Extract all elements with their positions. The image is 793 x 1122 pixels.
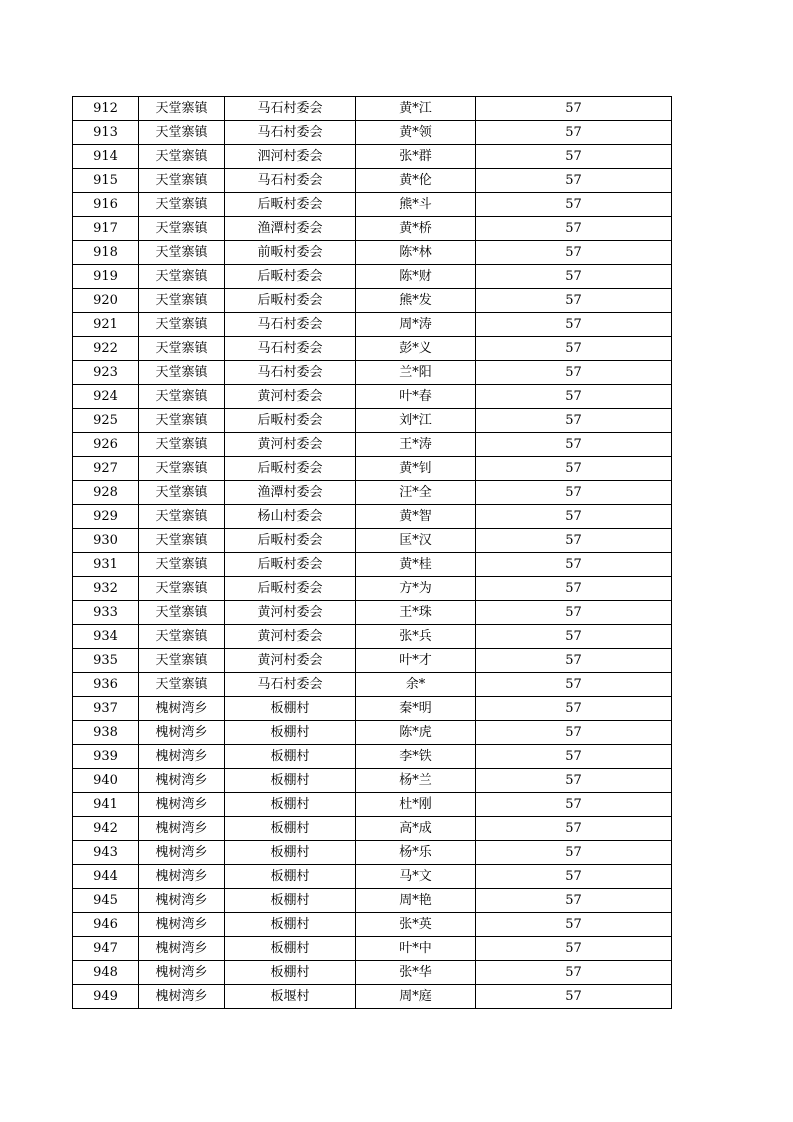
amount-cell: 57 <box>476 817 672 841</box>
village-cell: 后畈村委会 <box>225 577 356 601</box>
town-cell: 槐树湾乡 <box>139 889 225 913</box>
village-cell: 板棚村 <box>225 841 356 865</box>
village-cell: 马石村委会 <box>225 361 356 385</box>
amount-cell: 57 <box>476 217 672 241</box>
amount-cell: 57 <box>476 145 672 169</box>
table-row <box>73 601 672 625</box>
row-number-cell: 948 <box>73 961 139 985</box>
row-number-cell: 938 <box>73 721 139 745</box>
row-number-cell: 934 <box>73 625 139 649</box>
town-cell: 天堂寨镇 <box>139 673 225 697</box>
person-name-cell: 叶*中 <box>356 937 476 961</box>
town-cell: 天堂寨镇 <box>139 97 225 121</box>
village-cell: 后畈村委会 <box>225 553 356 577</box>
amount-cell: 57 <box>476 457 672 481</box>
amount-cell: 57 <box>476 529 672 553</box>
village-cell: 后畈村委会 <box>225 529 356 553</box>
row-number-cell: 922 <box>73 337 139 361</box>
table-row <box>73 865 672 889</box>
town-cell: 天堂寨镇 <box>139 169 225 193</box>
amount-cell: 57 <box>476 265 672 289</box>
village-cell: 黄河村委会 <box>225 385 356 409</box>
row-number-cell: 913 <box>73 121 139 145</box>
table-row <box>73 529 672 553</box>
table-row <box>73 313 672 337</box>
amount-cell: 57 <box>476 433 672 457</box>
table-row <box>73 457 672 481</box>
table-row <box>73 793 672 817</box>
amount-cell: 57 <box>476 313 672 337</box>
village-cell: 黄河村委会 <box>225 625 356 649</box>
town-cell: 天堂寨镇 <box>139 265 225 289</box>
table-row <box>73 409 672 433</box>
town-cell: 天堂寨镇 <box>139 601 225 625</box>
row-number-cell: 927 <box>73 457 139 481</box>
row-number-cell: 916 <box>73 193 139 217</box>
row-number-cell: 947 <box>73 937 139 961</box>
roster-table-body <box>73 97 672 1009</box>
row-number-cell: 926 <box>73 433 139 457</box>
row-number-cell: 943 <box>73 841 139 865</box>
table-row <box>73 169 672 193</box>
row-number-cell: 925 <box>73 409 139 433</box>
person-name-cell: 周*涛 <box>356 313 476 337</box>
person-name-cell: 黄*领 <box>356 121 476 145</box>
person-name-cell: 周*庭 <box>356 985 476 1009</box>
amount-cell: 57 <box>476 169 672 193</box>
row-number-cell: 919 <box>73 265 139 289</box>
row-number-cell: 944 <box>73 865 139 889</box>
table-row <box>73 553 672 577</box>
town-cell: 槐树湾乡 <box>139 793 225 817</box>
village-cell: 渔潭村委会 <box>225 481 356 505</box>
row-number-cell: 920 <box>73 289 139 313</box>
person-name-cell: 彭*义 <box>356 337 476 361</box>
table-row <box>73 961 672 985</box>
roster-table <box>72 96 672 1009</box>
village-cell: 后畈村委会 <box>225 409 356 433</box>
village-cell: 板棚村 <box>225 889 356 913</box>
person-name-cell: 叶*春 <box>356 385 476 409</box>
table-row <box>73 289 672 313</box>
village-cell: 马石村委会 <box>225 97 356 121</box>
village-cell: 板棚村 <box>225 937 356 961</box>
row-number-cell: 935 <box>73 649 139 673</box>
table-row <box>73 121 672 145</box>
town-cell: 天堂寨镇 <box>139 289 225 313</box>
person-name-cell: 周*艳 <box>356 889 476 913</box>
village-cell: 后畈村委会 <box>225 193 356 217</box>
row-number-cell: 937 <box>73 697 139 721</box>
table-row <box>73 217 672 241</box>
amount-cell: 57 <box>476 793 672 817</box>
town-cell: 天堂寨镇 <box>139 529 225 553</box>
row-number-cell: 921 <box>73 313 139 337</box>
town-cell: 槐树湾乡 <box>139 841 225 865</box>
row-number-cell: 923 <box>73 361 139 385</box>
person-name-cell: 黄*桂 <box>356 553 476 577</box>
person-name-cell: 陈*财 <box>356 265 476 289</box>
table-row <box>73 505 672 529</box>
village-cell: 板堰村 <box>225 985 356 1009</box>
person-name-cell: 兰*阳 <box>356 361 476 385</box>
table-row <box>73 817 672 841</box>
amount-cell: 57 <box>476 961 672 985</box>
town-cell: 槐树湾乡 <box>139 961 225 985</box>
table-row <box>73 385 672 409</box>
amount-cell: 57 <box>476 721 672 745</box>
row-number-cell: 945 <box>73 889 139 913</box>
amount-cell: 57 <box>476 481 672 505</box>
table-row <box>73 625 672 649</box>
row-number-cell: 912 <box>73 97 139 121</box>
table-row <box>73 649 672 673</box>
town-cell: 天堂寨镇 <box>139 457 225 481</box>
town-cell: 槐树湾乡 <box>139 769 225 793</box>
person-name-cell: 汪*全 <box>356 481 476 505</box>
village-cell: 板棚村 <box>225 721 356 745</box>
person-name-cell: 王*涛 <box>356 433 476 457</box>
amount-cell: 57 <box>476 913 672 937</box>
town-cell: 天堂寨镇 <box>139 385 225 409</box>
amount-cell: 57 <box>476 121 672 145</box>
table-row <box>73 481 672 505</box>
village-cell: 马石村委会 <box>225 313 356 337</box>
village-cell: 板棚村 <box>225 865 356 889</box>
person-name-cell: 黄*钊 <box>356 457 476 481</box>
amount-cell: 57 <box>476 865 672 889</box>
table-row <box>73 841 672 865</box>
amount-cell: 57 <box>476 601 672 625</box>
row-number-cell: 939 <box>73 745 139 769</box>
town-cell: 天堂寨镇 <box>139 145 225 169</box>
village-cell: 板棚村 <box>225 769 356 793</box>
row-number-cell: 942 <box>73 817 139 841</box>
village-cell: 杨山村委会 <box>225 505 356 529</box>
row-number-cell: 949 <box>73 985 139 1009</box>
amount-cell: 57 <box>476 889 672 913</box>
town-cell: 天堂寨镇 <box>139 553 225 577</box>
town-cell: 天堂寨镇 <box>139 217 225 241</box>
row-number-cell: 932 <box>73 577 139 601</box>
table-row <box>73 697 672 721</box>
person-name-cell: 陈*林 <box>356 241 476 265</box>
village-cell: 后畈村委会 <box>225 289 356 313</box>
person-name-cell: 杨*乐 <box>356 841 476 865</box>
table-row <box>73 145 672 169</box>
table-row <box>73 265 672 289</box>
village-cell: 板棚村 <box>225 817 356 841</box>
amount-cell: 57 <box>476 241 672 265</box>
table-row <box>73 913 672 937</box>
town-cell: 天堂寨镇 <box>139 361 225 385</box>
row-number-cell: 940 <box>73 769 139 793</box>
person-name-cell: 陈*虎 <box>356 721 476 745</box>
person-name-cell: 张*兵 <box>356 625 476 649</box>
person-name-cell: 秦*明 <box>356 697 476 721</box>
person-name-cell: 方*为 <box>356 577 476 601</box>
amount-cell: 57 <box>476 769 672 793</box>
town-cell: 天堂寨镇 <box>139 505 225 529</box>
row-number-cell: 933 <box>73 601 139 625</box>
table-row <box>73 889 672 913</box>
amount-cell: 57 <box>476 673 672 697</box>
amount-cell: 57 <box>476 337 672 361</box>
amount-cell: 57 <box>476 697 672 721</box>
table-row <box>73 361 672 385</box>
table-row <box>73 193 672 217</box>
person-name-cell: 张*群 <box>356 145 476 169</box>
town-cell: 天堂寨镇 <box>139 433 225 457</box>
village-cell: 板棚村 <box>225 745 356 769</box>
town-cell: 天堂寨镇 <box>139 649 225 673</box>
person-name-cell: 李*铁 <box>356 745 476 769</box>
town-cell: 天堂寨镇 <box>139 625 225 649</box>
village-cell: 马石村委会 <box>225 169 356 193</box>
town-cell: 槐树湾乡 <box>139 865 225 889</box>
village-cell: 板棚村 <box>225 913 356 937</box>
row-number-cell: 917 <box>73 217 139 241</box>
village-cell: 后畈村委会 <box>225 457 356 481</box>
amount-cell: 57 <box>476 577 672 601</box>
town-cell: 天堂寨镇 <box>139 193 225 217</box>
row-number-cell: 924 <box>73 385 139 409</box>
amount-cell: 57 <box>476 289 672 313</box>
amount-cell: 57 <box>476 937 672 961</box>
row-number-cell: 915 <box>73 169 139 193</box>
amount-cell: 57 <box>476 361 672 385</box>
person-name-cell: 黄*智 <box>356 505 476 529</box>
table-row <box>73 433 672 457</box>
village-cell: 后畈村委会 <box>225 265 356 289</box>
town-cell: 槐树湾乡 <box>139 913 225 937</box>
person-name-cell: 黄*伦 <box>356 169 476 193</box>
row-number-cell: 941 <box>73 793 139 817</box>
table-row <box>73 985 672 1009</box>
village-cell: 马石村委会 <box>225 673 356 697</box>
town-cell: 天堂寨镇 <box>139 241 225 265</box>
table-row <box>73 241 672 265</box>
town-cell: 天堂寨镇 <box>139 121 225 145</box>
village-cell: 马石村委会 <box>225 121 356 145</box>
town-cell: 槐树湾乡 <box>139 937 225 961</box>
person-name-cell: 熊*发 <box>356 289 476 313</box>
row-number-cell: 946 <box>73 913 139 937</box>
person-name-cell: 黄*桥 <box>356 217 476 241</box>
amount-cell: 57 <box>476 985 672 1009</box>
amount-cell: 57 <box>476 409 672 433</box>
person-name-cell: 高*成 <box>356 817 476 841</box>
row-number-cell: 918 <box>73 241 139 265</box>
amount-cell: 57 <box>476 385 672 409</box>
village-cell: 前畈村委会 <box>225 241 356 265</box>
village-cell: 黄河村委会 <box>225 601 356 625</box>
table-row <box>73 673 672 697</box>
table-row <box>73 97 672 121</box>
town-cell: 槐树湾乡 <box>139 985 225 1009</box>
row-number-cell: 914 <box>73 145 139 169</box>
village-cell: 泗河村委会 <box>225 145 356 169</box>
town-cell: 天堂寨镇 <box>139 409 225 433</box>
village-cell: 渔潭村委会 <box>225 217 356 241</box>
town-cell: 槐树湾乡 <box>139 697 225 721</box>
row-number-cell: 936 <box>73 673 139 697</box>
town-cell: 天堂寨镇 <box>139 337 225 361</box>
person-name-cell: 匡*汉 <box>356 529 476 553</box>
village-cell: 板棚村 <box>225 961 356 985</box>
person-name-cell: 杜*刚 <box>356 793 476 817</box>
table-row <box>73 721 672 745</box>
village-cell: 黄河村委会 <box>225 649 356 673</box>
person-name-cell: 叶*才 <box>356 649 476 673</box>
row-number-cell: 929 <box>73 505 139 529</box>
person-name-cell: 杨*兰 <box>356 769 476 793</box>
person-name-cell: 余* <box>356 673 476 697</box>
person-name-cell: 黄*江 <box>356 97 476 121</box>
town-cell: 天堂寨镇 <box>139 313 225 337</box>
amount-cell: 57 <box>476 553 672 577</box>
town-cell: 槐树湾乡 <box>139 721 225 745</box>
amount-cell: 57 <box>476 505 672 529</box>
person-name-cell: 熊*斗 <box>356 193 476 217</box>
table-row <box>73 745 672 769</box>
village-cell: 板棚村 <box>225 697 356 721</box>
town-cell: 槐树湾乡 <box>139 745 225 769</box>
person-name-cell: 张*英 <box>356 913 476 937</box>
row-number-cell: 928 <box>73 481 139 505</box>
table-row <box>73 577 672 601</box>
village-cell: 板棚村 <box>225 793 356 817</box>
village-cell: 黄河村委会 <box>225 433 356 457</box>
person-name-cell: 王*珠 <box>356 601 476 625</box>
row-number-cell: 930 <box>73 529 139 553</box>
village-cell: 马石村委会 <box>225 337 356 361</box>
person-name-cell: 张*华 <box>356 961 476 985</box>
table-row <box>73 769 672 793</box>
row-number-cell: 931 <box>73 553 139 577</box>
town-cell: 天堂寨镇 <box>139 577 225 601</box>
amount-cell: 57 <box>476 745 672 769</box>
town-cell: 槐树湾乡 <box>139 817 225 841</box>
town-cell: 天堂寨镇 <box>139 481 225 505</box>
amount-cell: 57 <box>476 97 672 121</box>
amount-cell: 57 <box>476 625 672 649</box>
person-name-cell: 马*文 <box>356 865 476 889</box>
person-name-cell: 刘*江 <box>356 409 476 433</box>
amount-cell: 57 <box>476 841 672 865</box>
amount-cell: 57 <box>476 193 672 217</box>
amount-cell: 57 <box>476 649 672 673</box>
table-row <box>73 937 672 961</box>
table-row <box>73 337 672 361</box>
